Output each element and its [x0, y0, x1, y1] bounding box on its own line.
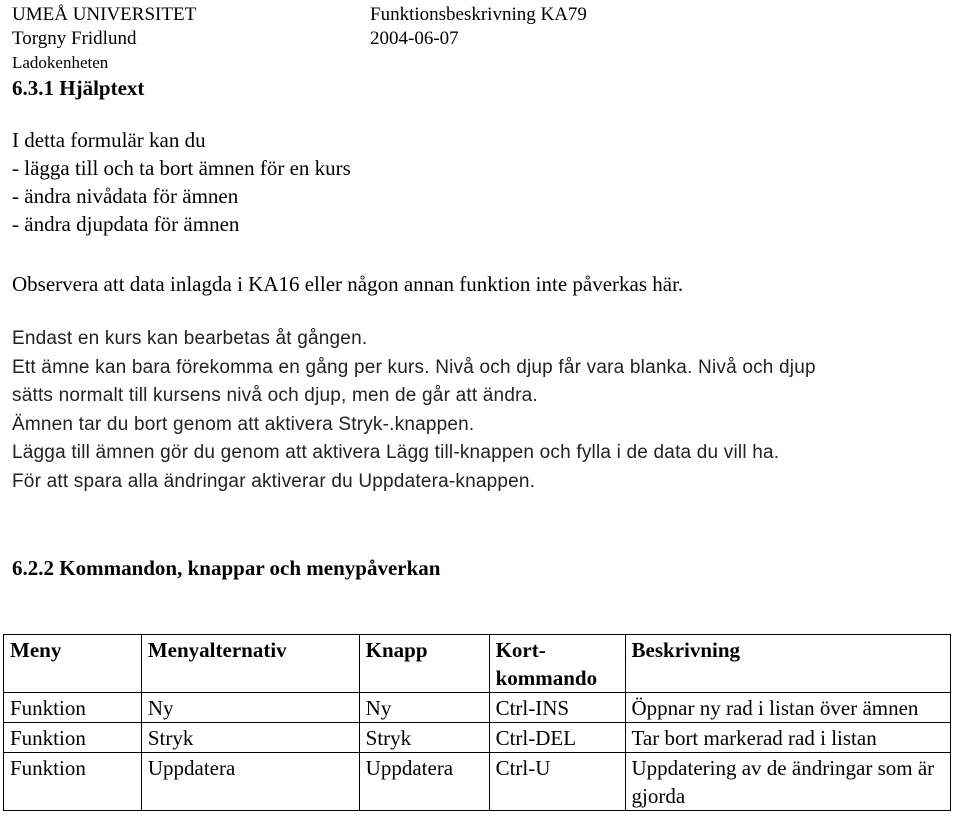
header-line: Kort- [495, 638, 546, 662]
table-cell: Ctrl-INS [489, 693, 625, 723]
section-heading-kommandon: 6.2.2 Kommandon, knappar och menypåverkan [12, 556, 441, 580]
header-author: Torgny Fridlund [12, 28, 137, 49]
table-cell: Uppdatering av de ändringar som är gjorda [625, 753, 950, 811]
table-cell: Funktion [4, 693, 142, 723]
table-cell: Stryk [141, 723, 359, 753]
table-cell: Ctrl-DEL [489, 723, 625, 753]
table-cell: Ny [141, 693, 359, 723]
table-header-row [4, 635, 951, 693]
header-doc-title: Funktionsbeskrivning KA79 [370, 4, 587, 25]
header-unit: Ladokenheten [12, 53, 109, 72]
table-cell: Uppdatera [359, 753, 489, 811]
table-cell: Tar bort markerad rad i listan [625, 723, 950, 753]
help-line: Ämnen tar du bort genom att aktivera Stryk-.knappen. [12, 413, 475, 435]
header-org: UMEÅ UNIVERSITET [12, 4, 197, 25]
help-line: sätts normalt till kursens nivå och djup, men de går att ändra. [12, 385, 538, 406]
help-line: Ett ämne kan bara förekomma en gång per kurs. Nivå och djup får vara blanka. Nivå och djup [12, 356, 816, 378]
note-paragraph: Observera att data inlagda i KA16 eller någon annan funktion inte påverkas här. [12, 272, 684, 296]
table-cell: Ny [359, 693, 489, 723]
header-date: 2004-06-07 [370, 28, 459, 49]
table-cell: Funktion [4, 723, 142, 753]
intro-list [12, 126, 351, 238]
header-cell-beskrivning: Beskrivning [625, 635, 950, 693]
table-cell: Uppdatera [141, 753, 359, 811]
table-cell: Ctrl-U [489, 753, 625, 811]
table-row [4, 753, 951, 811]
intro-line: - ändra djupdata för ämnen [12, 212, 240, 236]
help-line: Endast en kurs kan bearbetas åt gången. [12, 328, 368, 349]
help-text-block [12, 325, 947, 496]
header-cell-kortkommando [489, 635, 625, 693]
table-row [4, 693, 951, 723]
intro-line: I detta formulär kan du [12, 128, 206, 152]
section-heading-hjalptext: 6.3.1 Hjälptext [12, 76, 145, 100]
table-cell: Öppnar ny rad i listan över ämnen [625, 693, 950, 723]
commands-table [3, 634, 951, 811]
table-cell: Stryk [359, 723, 489, 753]
header-cell-meny: Meny [4, 635, 142, 693]
intro-line: - lägga till och ta bort ämnen för en kurs [12, 156, 351, 180]
intro-line: - ändra nivådata för ämnen [12, 184, 239, 208]
table-row [4, 723, 951, 753]
header-line: kommando [495, 666, 598, 690]
help-line: Lägga till ämnen gör du genom att aktivera Lägg till-knappen och fylla i de data du vill ha. [12, 442, 780, 463]
header-cell-knapp: Knapp [359, 635, 489, 693]
header-cell-menyalternativ: Menyalternativ [141, 635, 359, 693]
help-line: För att spara alla ändringar aktiverar du Uppdatera-knappen. [12, 470, 536, 492]
table-cell: Funktion [4, 753, 142, 811]
